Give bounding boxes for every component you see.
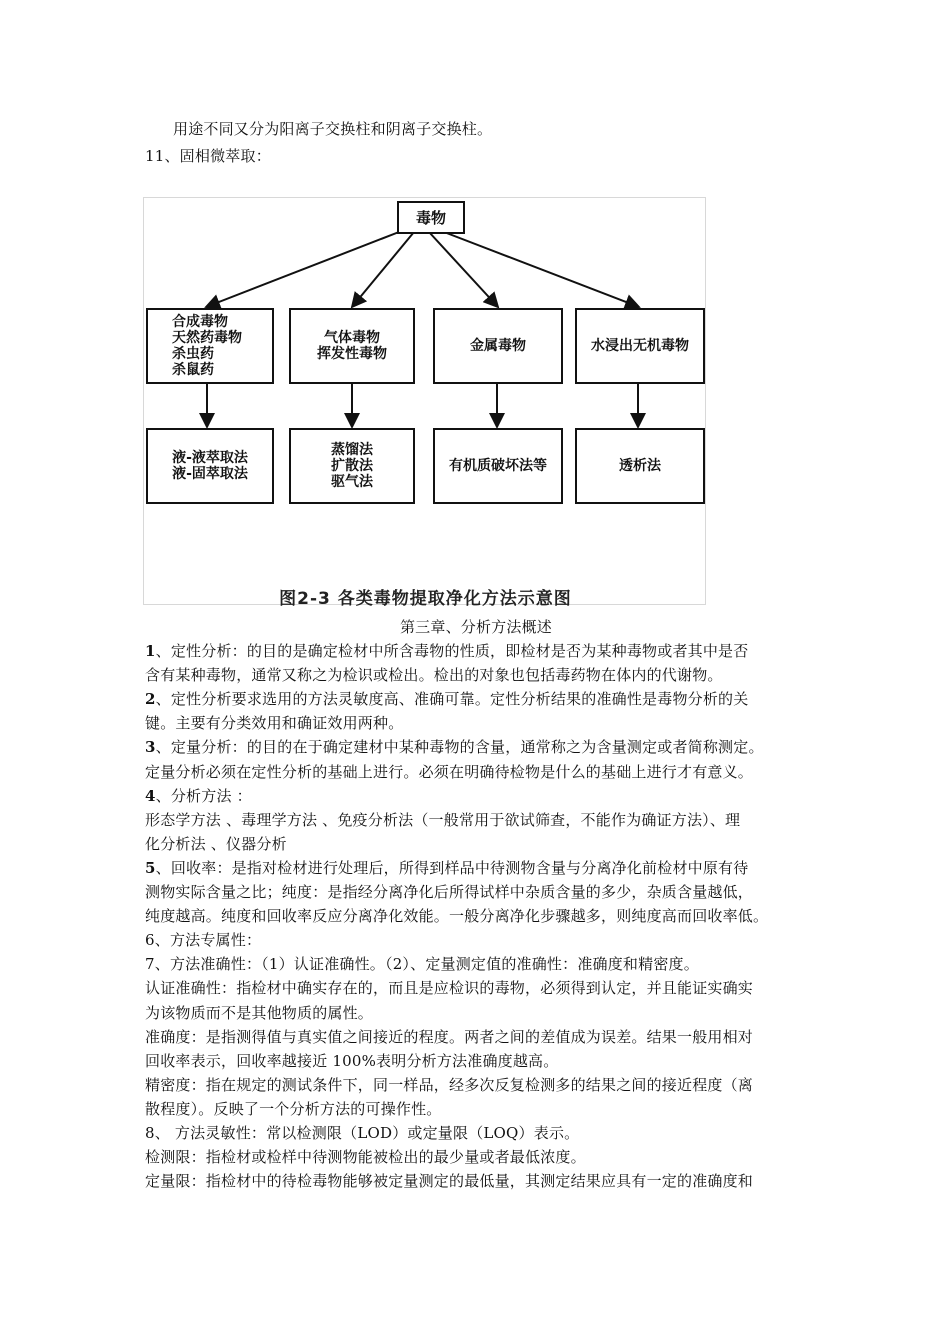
body-line-text: 纯度越高。纯度和回收率反应分离净化效能。一般分离净化步骤越多，则纯度高而回收率低。 bbox=[145, 907, 769, 925]
flowchart-category-node: 水浸出无机毒物 bbox=[575, 308, 705, 384]
item-number: 5 bbox=[145, 859, 156, 877]
body-line-text: 准确度：是指测得值与真实值之间接近的程度。两者之间的差值成为误差。结果一般用相对 bbox=[145, 1028, 754, 1046]
body-line bbox=[145, 666, 807, 684]
flowchart-category-node: 合成毒物 天然药毒物 杀虫药 杀鼠药 bbox=[146, 308, 274, 384]
body-line-text: 定量限：指检材中的待检毒物能够被定量测定的最低量，其测定结果应具有一定的准确度和 bbox=[145, 1172, 754, 1190]
body-line-text: 7、方法准确性：（1）认证准确性。（2）、定量测定值的准确性：准确度和精密度。 bbox=[145, 955, 699, 973]
item-number: 1 bbox=[145, 642, 156, 660]
body-line-text: 散程度）。反映了一个分析方法的可操作性。 bbox=[145, 1100, 442, 1118]
body-line bbox=[145, 787, 807, 805]
body-line-text: 、定性分析：的目的是确定检材中所含毒物的性质，即检材是否为某种毒物或者其中是否 bbox=[155, 642, 749, 660]
body-line bbox=[145, 907, 807, 925]
body-line-text: 、定量分析：的目的在于确定建材中某种毒物的含量，通常称之为含量测定或者简称测定。 bbox=[155, 738, 764, 756]
body-line bbox=[145, 1124, 807, 1142]
body-line-text: 8、 方法灵敏性：常以检测限（LOD）或定量限（LOQ）表示。 bbox=[145, 1124, 580, 1142]
body-line bbox=[145, 690, 807, 708]
body-line bbox=[145, 1148, 807, 1166]
body-line-text: 检测限：指检材或检样中待测物能被检出的最少量或者最低浓度。 bbox=[145, 1148, 586, 1166]
text-line: 11、固相微萃取： bbox=[145, 147, 271, 165]
body-line bbox=[145, 1004, 807, 1022]
flowchart-method-node: 透析法 bbox=[575, 428, 705, 504]
body-line-text: 形态学方法 、毒理学方法 、免疫分析法（一般常用于欲试筛查，不能作为确证方法）、理 bbox=[145, 811, 741, 829]
flowchart-method-node: 液-液萃取法 液-固萃取法 bbox=[146, 428, 274, 504]
body-line-text: 、回收率：是指对检材进行处理后，所得到样品中待测物含量与分离净化前检材中原有待 bbox=[155, 859, 749, 877]
body-line bbox=[145, 1076, 807, 1094]
flowchart-root-node: 毒物 bbox=[397, 201, 465, 234]
body-line-text: 、定性分析要求选用的方法灵敏度高、准确可靠。定性分析结果的准确性是毒物分析的关 bbox=[155, 690, 749, 708]
body-line bbox=[145, 979, 807, 997]
body-line-text: 测物实际含量之比；纯度：是指经分离净化后所得试样中杂质含量的多少，杂质含量越低， bbox=[145, 883, 754, 901]
body-line bbox=[145, 714, 807, 732]
body-line bbox=[145, 835, 807, 853]
flowchart-figure bbox=[143, 197, 706, 609]
body-line-text: 认证准确性：指检材中确实存在的，而且是应检识的毒物，必须得到认定，并且能证实确实 bbox=[145, 979, 754, 997]
body-line-text: 回收率表示，回收率越接近 100%表明分析方法准确度越高。 bbox=[145, 1052, 559, 1070]
body-line bbox=[145, 931, 807, 949]
body-line-text: 化分析法 、仪器分析 bbox=[145, 835, 287, 853]
body-line-text: 定量分析必须在定性分析的基础上进行。必须在明确待检物是什么的基础上进行才有意义。 bbox=[145, 763, 754, 781]
body-line bbox=[145, 1052, 807, 1070]
body-line-text: 为该物质而不是其他物质的属性。 bbox=[145, 1004, 374, 1022]
flowchart-method-node: 蒸馏法 扩散法 驱气法 bbox=[289, 428, 415, 504]
body-line-text: 键。主要有分类效用和确证效用两种。 bbox=[145, 714, 404, 732]
body-line-text: 、分析方法 ： bbox=[155, 787, 252, 805]
body-line bbox=[145, 955, 807, 973]
body-line-text: 精密度：指在规定的测试条件下，同一样品，经多次反复检测多的结果之间的接近程度（离 bbox=[145, 1076, 754, 1094]
item-number: 3 bbox=[145, 738, 156, 756]
body-line bbox=[145, 811, 807, 829]
flowchart-arrows bbox=[144, 198, 707, 606]
item-number: 4 bbox=[145, 787, 156, 805]
figure-caption: 图2-3 各类毒物提取净化方法示意图 bbox=[279, 589, 572, 609]
body-line bbox=[145, 738, 807, 756]
body-line bbox=[145, 859, 807, 877]
item-number: 2 bbox=[145, 690, 156, 708]
body-line bbox=[145, 1100, 807, 1118]
text-line: 用途不同又分为阳离子交换柱和阴离子交换柱。 bbox=[173, 120, 493, 138]
body-line bbox=[145, 1028, 807, 1046]
flowchart-category-node: 气体毒物 挥发性毒物 bbox=[289, 308, 415, 384]
body-line bbox=[145, 763, 807, 781]
flowchart-category-node: 金属毒物 bbox=[433, 308, 563, 384]
flowchart-method-node: 有机质破坏法等 bbox=[433, 428, 563, 504]
body-line bbox=[145, 883, 807, 901]
body-line-text: 6、方法专属性： bbox=[145, 931, 262, 949]
body-line-text: 含有某种毒物，通常又称之为检识或检出。检出的对象也包括毒药物在体内的代谢物。 bbox=[145, 666, 723, 684]
body-line bbox=[145, 1172, 807, 1190]
chapter-title: 第三章、分析方法概述 bbox=[399, 618, 552, 636]
body-line bbox=[145, 642, 807, 660]
